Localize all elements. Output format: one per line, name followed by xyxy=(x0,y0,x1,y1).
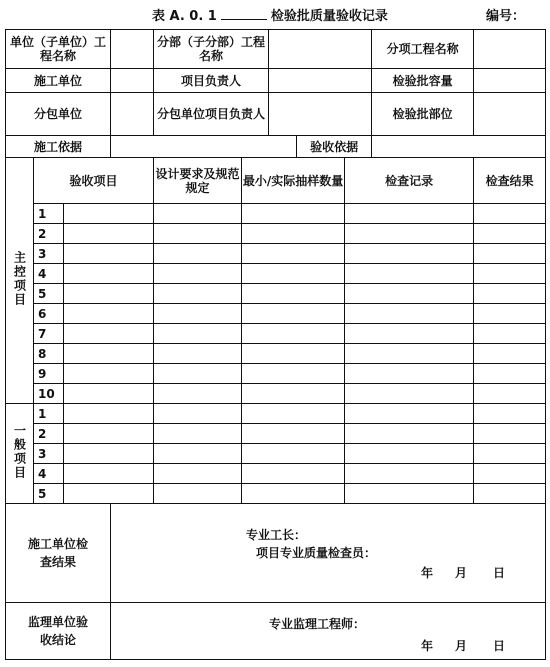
supervision-month-label: 月 xyxy=(455,639,468,653)
result-cell[interactable] xyxy=(474,444,546,464)
construction-basis-label: 施工依据 xyxy=(6,136,111,158)
sampling-cell[interactable] xyxy=(242,424,345,444)
batch-capacity-value[interactable] xyxy=(474,69,546,93)
title-main xyxy=(152,5,388,24)
header-row-3 xyxy=(6,93,546,136)
batch-location-label: 检验批部位 xyxy=(372,93,474,136)
item-cell[interactable] xyxy=(64,404,154,424)
sampling-cell[interactable] xyxy=(242,464,345,484)
header-row-1 xyxy=(6,30,546,69)
item-cell[interactable] xyxy=(64,364,154,384)
division-project-name-value[interactable] xyxy=(269,30,372,69)
item-cell[interactable] xyxy=(64,244,154,264)
design-cell[interactable] xyxy=(154,204,242,224)
item-cell[interactable] xyxy=(64,324,154,344)
result-cell[interactable] xyxy=(474,384,546,404)
design-cell[interactable] xyxy=(154,244,242,264)
record-cell[interactable] xyxy=(345,344,474,364)
record-cell[interactable] xyxy=(345,384,474,404)
table-row xyxy=(6,484,546,504)
item-cell[interactable] xyxy=(64,444,154,464)
table-row xyxy=(6,344,546,364)
row-number: 3 xyxy=(34,444,64,464)
record-cell[interactable] xyxy=(345,264,474,284)
batch-capacity-label: 检验批容量 xyxy=(372,69,474,93)
table-row xyxy=(6,244,546,264)
supervision-engineer-label: 专业监理工程师： xyxy=(269,617,366,631)
record-cell[interactable] xyxy=(345,224,474,244)
record-cell[interactable] xyxy=(345,304,474,324)
item-cell[interactable] xyxy=(64,484,154,504)
sampling-cell[interactable] xyxy=(242,444,345,464)
project-manager-value[interactable] xyxy=(269,69,372,93)
item-cell[interactable] xyxy=(64,464,154,484)
table-row xyxy=(6,284,546,304)
item-cell[interactable] xyxy=(64,284,154,304)
record-cell[interactable] xyxy=(345,444,474,464)
acceptance-basis-label: 验收依据 xyxy=(297,136,372,158)
design-cell[interactable] xyxy=(154,404,242,424)
supervision-check-area[interactable] xyxy=(111,603,546,660)
sampling-cell[interactable] xyxy=(242,344,345,364)
row-number: 5 xyxy=(34,484,64,504)
inspection-form-table xyxy=(5,29,546,660)
table-row xyxy=(6,424,546,444)
design-cell[interactable] xyxy=(154,384,242,404)
division-project-name-label: 分部（子分部）工程名称 xyxy=(154,30,269,69)
result-cell[interactable] xyxy=(474,284,546,304)
construction-check-row xyxy=(6,504,546,603)
record-cell[interactable] xyxy=(345,284,474,304)
item-cell[interactable] xyxy=(64,344,154,364)
row-number: 7 xyxy=(34,324,64,344)
design-cell[interactable] xyxy=(154,324,242,344)
sampling-cell[interactable] xyxy=(242,244,345,264)
design-cell[interactable] xyxy=(154,284,242,304)
supervision-day-label: 日 xyxy=(493,639,506,653)
table-row xyxy=(6,264,546,284)
table-row xyxy=(6,204,546,224)
table-row xyxy=(6,224,546,244)
item-cell[interactable] xyxy=(64,424,154,444)
unit-project-name-label: 单位（子单位）工程名称 xyxy=(6,30,111,69)
column-item: 验收项目 xyxy=(34,158,154,204)
record-cell[interactable] xyxy=(345,244,474,264)
row-number: 10 xyxy=(34,384,64,404)
batch-location-value[interactable] xyxy=(474,93,546,136)
construction-check-text: 施工单位检查结果 xyxy=(28,537,89,569)
result-cell[interactable] xyxy=(474,304,546,324)
design-cell[interactable] xyxy=(154,344,242,364)
header-row-4 xyxy=(6,136,546,158)
result-cell[interactable] xyxy=(474,224,546,244)
main-control-group-text: 主控项目 xyxy=(12,251,27,307)
row-number: 2 xyxy=(34,424,64,444)
header-row-2 xyxy=(6,69,546,93)
form-title xyxy=(0,4,550,24)
result-cell[interactable] xyxy=(474,464,546,484)
record-cell[interactable] xyxy=(345,324,474,344)
sampling-cell[interactable] xyxy=(242,384,345,404)
result-cell[interactable] xyxy=(474,324,546,344)
record-cell[interactable] xyxy=(345,484,474,504)
column-sampling-quantity: 最小/实际抽样数量 xyxy=(242,158,345,204)
record-cell[interactable] xyxy=(345,464,474,484)
row-number: 5 xyxy=(34,284,64,304)
foreman-label: 专业工长： xyxy=(246,528,307,542)
record-cell[interactable] xyxy=(345,404,474,424)
sampling-cell[interactable] xyxy=(242,484,345,504)
construction-unit-value[interactable] xyxy=(111,69,154,93)
construction-check-label xyxy=(6,504,111,603)
item-cell[interactable] xyxy=(64,224,154,244)
row-number: 4 xyxy=(34,264,64,284)
design-cell[interactable] xyxy=(154,224,242,244)
sampling-cell[interactable] xyxy=(242,224,345,244)
table-row xyxy=(6,444,546,464)
design-cell[interactable] xyxy=(154,264,242,284)
construction-unit-label: 施工单位 xyxy=(6,69,111,93)
item-project-name-label: 分项工程名称 xyxy=(372,30,474,69)
sampling-cell[interactable] xyxy=(242,304,345,324)
construction-check-area[interactable] xyxy=(111,504,546,603)
construction-year-label: 年 xyxy=(421,566,434,580)
subcontract-unit-label: 分包单位 xyxy=(6,93,111,136)
column-header-row xyxy=(6,158,546,204)
column-design-requirement: 设计要求及规范规定 xyxy=(154,158,242,204)
title-blank-line xyxy=(221,7,267,20)
item-cell[interactable] xyxy=(64,304,154,324)
design-cell[interactable] xyxy=(154,464,242,484)
table-row xyxy=(6,364,546,384)
record-cell[interactable] xyxy=(345,424,474,444)
item-project-name-value[interactable] xyxy=(474,30,546,69)
row-number: 8 xyxy=(34,344,64,364)
row-number: 6 xyxy=(34,304,64,324)
row-number: 3 xyxy=(34,244,64,264)
supervision-check-text: 监理单位验收结论 xyxy=(28,615,89,647)
supervision-year-label: 年 xyxy=(421,639,434,653)
row-number: 2 xyxy=(34,224,64,244)
row-number: 1 xyxy=(34,204,64,224)
result-cell[interactable] xyxy=(474,244,546,264)
record-cell[interactable] xyxy=(345,204,474,224)
design-cell[interactable] xyxy=(154,364,242,384)
general-group-text: 一般项目 xyxy=(12,424,27,480)
row-number: 9 xyxy=(34,364,64,384)
result-cell[interactable] xyxy=(474,404,546,424)
result-cell[interactable] xyxy=(474,484,546,504)
item-cell[interactable] xyxy=(64,384,154,404)
unit-project-name-value[interactable] xyxy=(111,30,154,69)
title-prefix: 表 A. 0. 1 xyxy=(152,9,217,24)
table-row xyxy=(6,384,546,404)
design-cell[interactable] xyxy=(154,304,242,324)
row-number: 1 xyxy=(34,404,64,424)
item-cell[interactable] xyxy=(64,264,154,284)
table-row xyxy=(6,324,546,344)
sampling-cell[interactable] xyxy=(242,324,345,344)
record-cell[interactable] xyxy=(345,364,474,384)
supervision-check-label xyxy=(6,603,111,660)
result-cell[interactable] xyxy=(474,364,546,384)
subcontract-manager-label: 分包单位项目负责人 xyxy=(154,93,269,136)
project-manager-label: 项目负责人 xyxy=(154,69,269,93)
result-cell[interactable] xyxy=(474,344,546,364)
sampling-cell[interactable] xyxy=(242,264,345,284)
result-cell[interactable] xyxy=(474,424,546,444)
subcontract-manager-value[interactable] xyxy=(269,93,372,136)
supervision-check-row xyxy=(6,603,546,660)
table-row xyxy=(6,464,546,484)
acceptance-basis-value[interactable] xyxy=(372,136,546,158)
subcontract-unit-value[interactable] xyxy=(111,93,154,136)
construction-month-label: 月 xyxy=(455,566,468,580)
table-row xyxy=(6,404,546,424)
result-cell[interactable] xyxy=(474,264,546,284)
sampling-cell[interactable] xyxy=(242,404,345,424)
item-cell[interactable] xyxy=(64,204,154,224)
quality-inspector-label: 项目专业质量检查员： xyxy=(256,546,377,560)
column-check-record: 检查记录 xyxy=(345,158,474,204)
title-suffix: 检验批质量验收记录 xyxy=(270,9,388,24)
main-control-group-label xyxy=(6,158,34,404)
sampling-cell[interactable] xyxy=(242,204,345,224)
construction-day-label: 日 xyxy=(493,566,506,580)
sampling-cell[interactable] xyxy=(242,364,345,384)
design-cell[interactable] xyxy=(154,484,242,504)
column-check-result: 检查结果 xyxy=(474,158,546,204)
result-cell[interactable] xyxy=(474,204,546,224)
sampling-cell[interactable] xyxy=(242,284,345,304)
design-cell[interactable] xyxy=(154,444,242,464)
construction-basis-value[interactable] xyxy=(111,136,297,158)
number-label: 编号： xyxy=(486,9,526,24)
table-row xyxy=(6,304,546,324)
design-cell[interactable] xyxy=(154,424,242,444)
general-group-label xyxy=(6,404,34,504)
row-number: 4 xyxy=(34,464,64,484)
